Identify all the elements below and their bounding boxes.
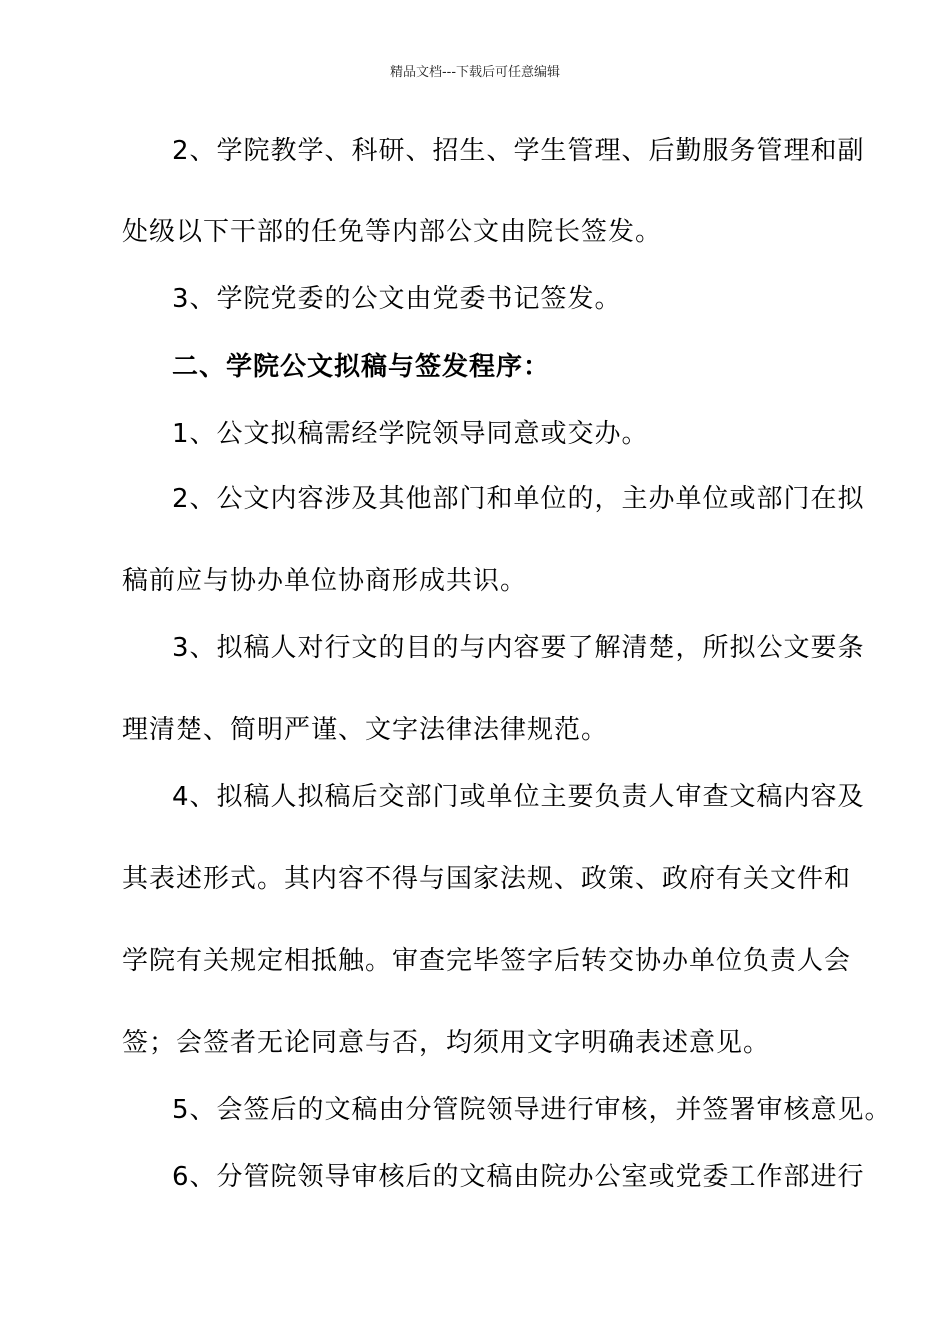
paragraph-line: 学院有关规定相抵触。审查完毕签字后转交协办单位负责人会 [122,946,852,976]
paragraph-line: 其表述形式。其内容不得与国家法规、政策、政府有关文件和 [122,864,852,894]
paragraph-line: 3、学院党委的公文由党委书记签发。 [172,284,622,314]
paragraph-line: 5、会签后的文稿由分管院领导进行审核，并签署审核意见。 [172,1095,892,1125]
paragraph-line: 2、学院教学、科研、招生、学生管理、后勤服务管理和副 [172,136,865,166]
paragraph-line: 签；会签者无论同意与否，均须用文字明确表述意见。 [122,1028,771,1058]
paragraph-line: 处级以下干部的任免等内部公文由院长签发。 [122,217,663,247]
paragraph-line: 理清楚、简明严谨、文字法律法律规范。 [122,715,609,745]
paragraph-line: 稿前应与协办单位协商形成共识。 [122,566,528,596]
section-heading: 二、学院公文拟稿与签发程序： [172,352,551,382]
paragraph-line: 1、公文拟稿需经学院领导同意或交办。 [172,419,649,449]
paragraph-line: 3、拟稿人对行文的目的与内容要了解清楚，所拟公文要条 [172,633,865,663]
paragraph-line: 4、拟稿人拟稿后交部门或单位主要负责人审查文稿内容及 [172,782,865,812]
page-header: 精品文档---下载后可任意编辑 [389,65,561,80]
paragraph-line: 6、分管院领导审核后的文稿由院办公室或党委工作部进行 [172,1162,865,1192]
paragraph-line: 2、公文内容涉及其他部门和单位的，主办单位或部门在拟 [172,484,865,514]
